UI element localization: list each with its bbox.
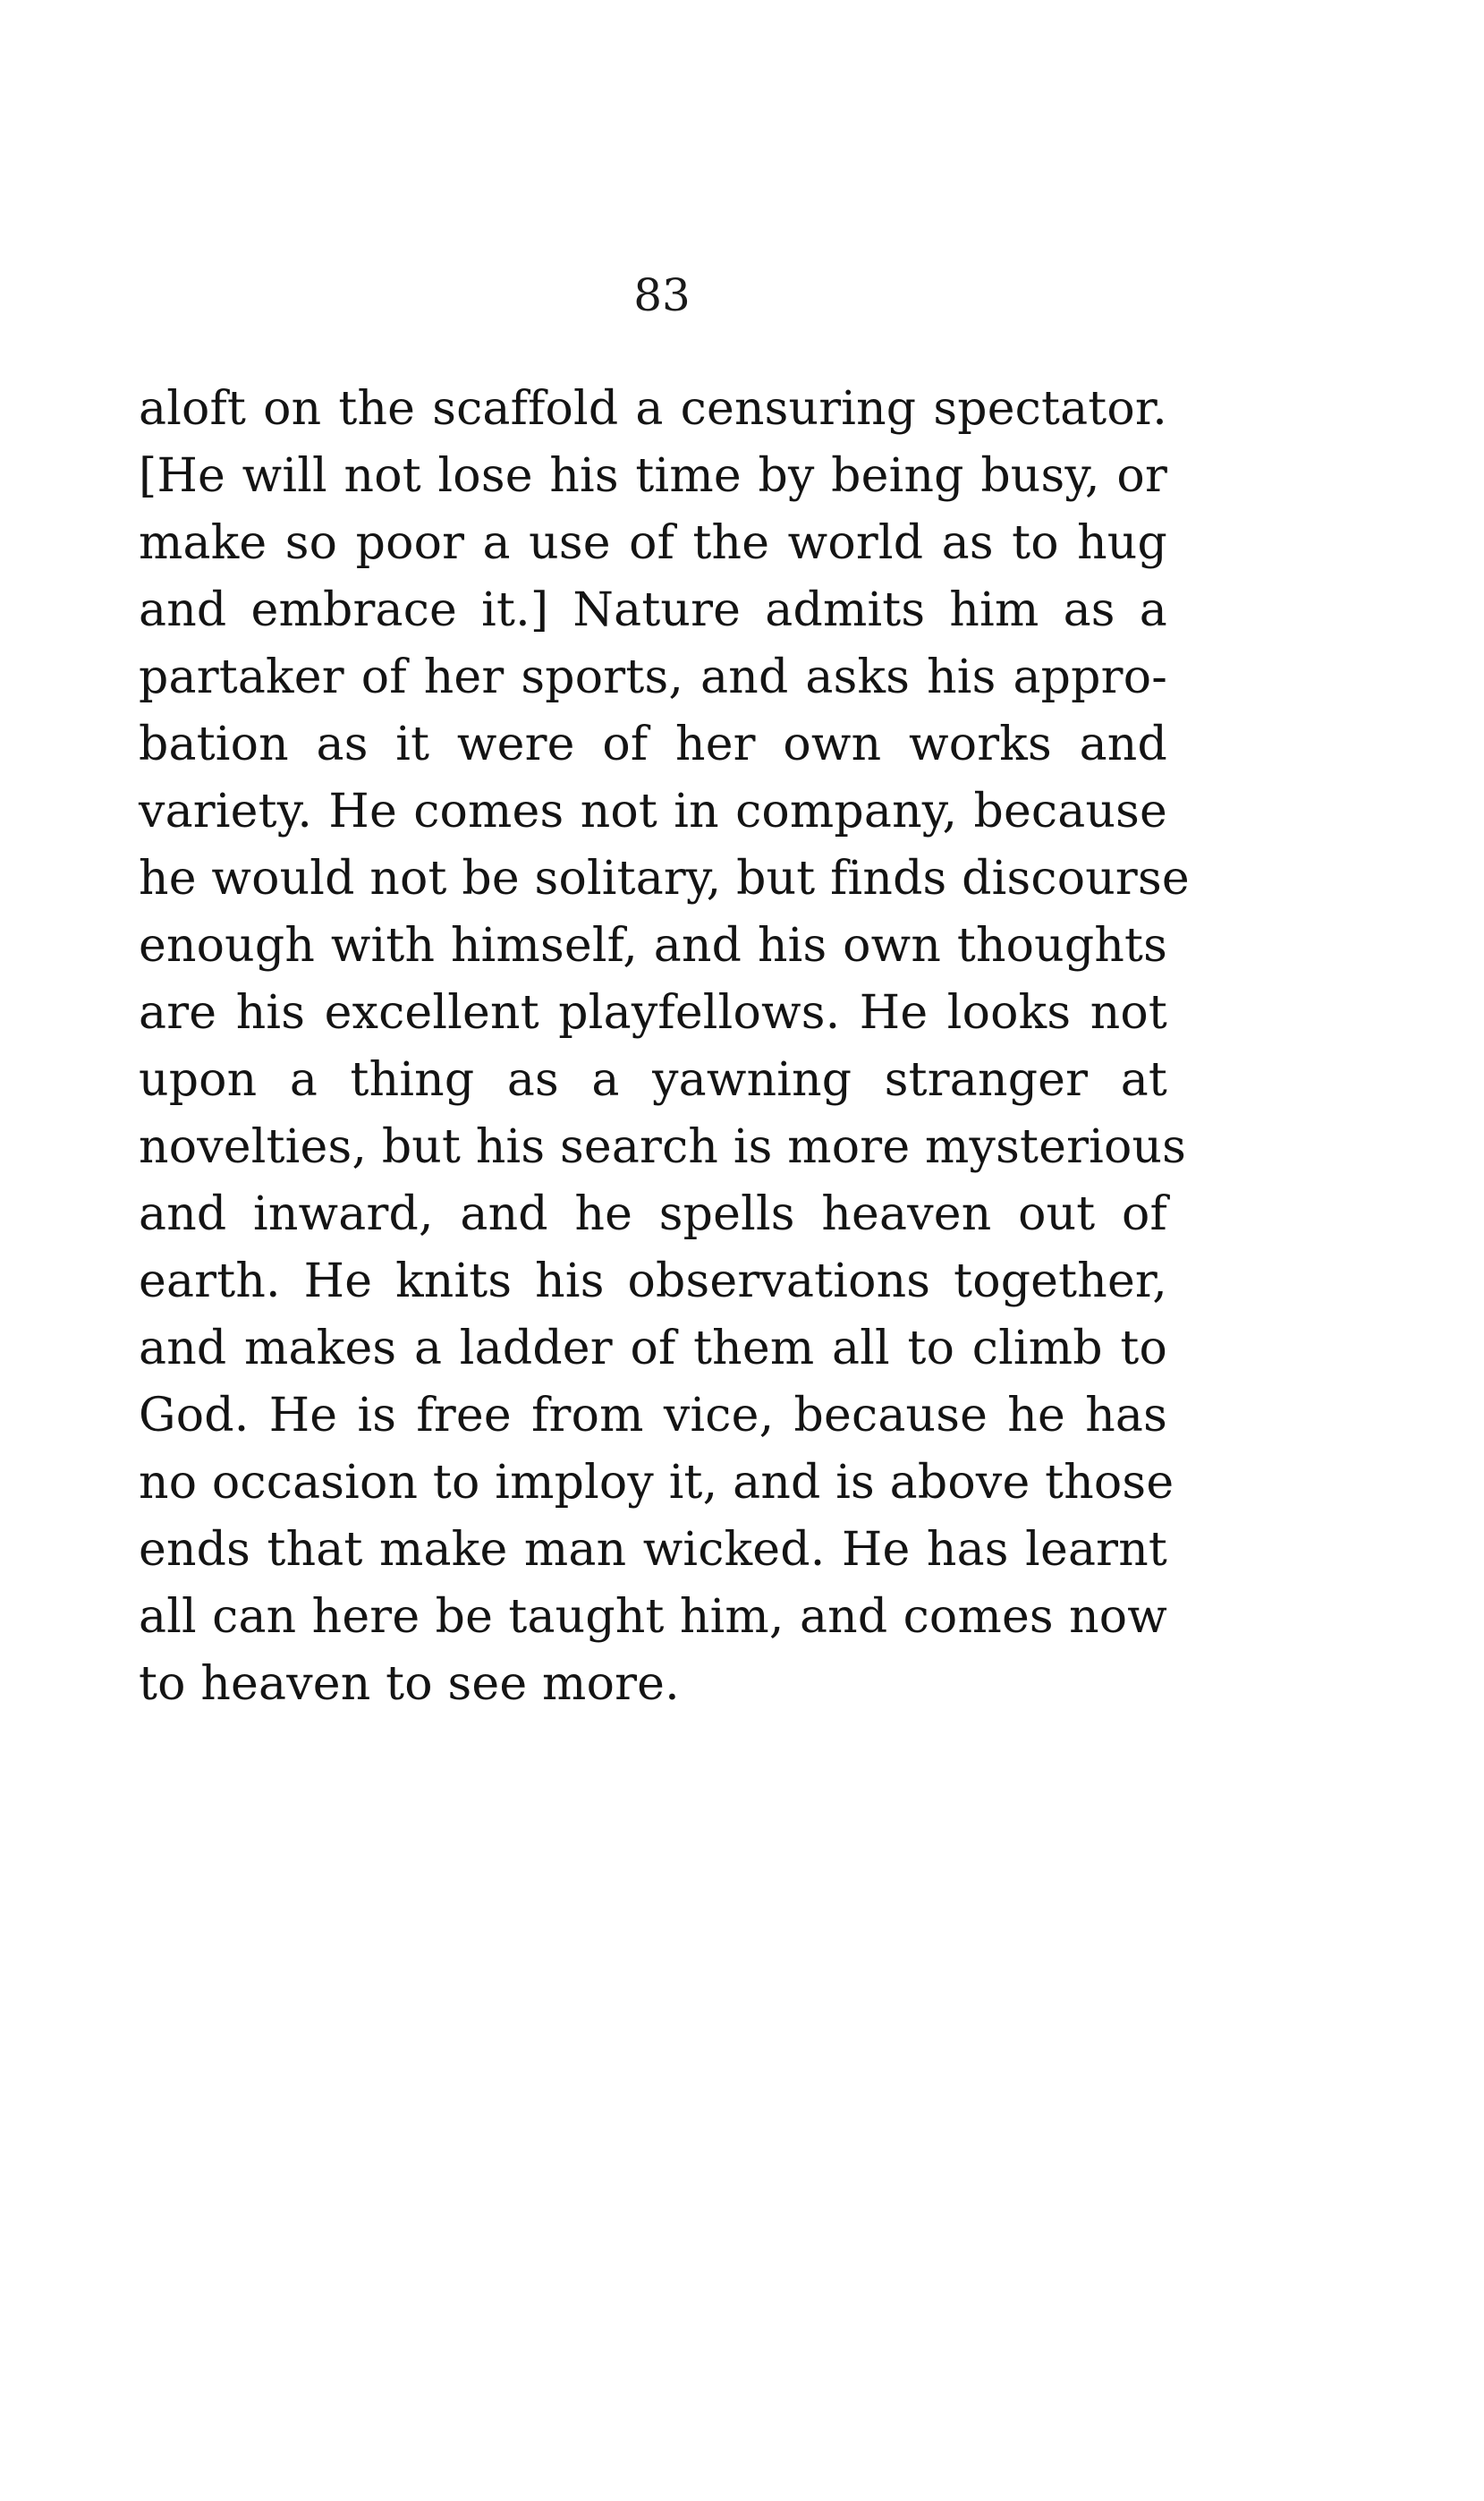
text-line: enough with himself, and his own thoughts — [139, 919, 1167, 973]
body-text — [139, 376, 1190, 1718]
text-line: are his excellent playfellows. He looks not — [139, 986, 1167, 1040]
text-line: and makes a ladder of them all to climb to — [139, 1322, 1167, 1375]
text-line: to heaven to see more. — [139, 1657, 680, 1711]
text-line: partaker of her sports, and asks his appro- — [139, 651, 1167, 704]
text-line: aloft on the scaffold a censuring spectator. — [139, 382, 1167, 436]
text-line: novelties, but his search is more mysterious — [139, 1120, 1187, 1174]
text-line: he would not be solitary, but finds discourse — [139, 852, 1190, 906]
text-line: bation as it were of her own works and — [139, 718, 1167, 771]
page-number: 83 — [633, 269, 691, 321]
text-line: make so poor a use of the world as to hug — [139, 516, 1167, 570]
text-line: no occasion to imploy it, and is above those — [139, 1456, 1174, 1510]
text-line: variety. He comes not in company, because — [139, 785, 1167, 838]
text-line: ends that make man wicked. He has learnt — [139, 1523, 1167, 1577]
text-line: earth. He knits his observations together, — [139, 1255, 1167, 1308]
text-line: all can here be taught him, and comes now — [139, 1590, 1167, 1644]
text-line: and embrace it.] Nature admits him as a — [139, 583, 1167, 637]
text-line: God. He is free from vice, because he has — [139, 1389, 1167, 1442]
text-line: upon a thing as a yawning stranger at — [139, 1053, 1167, 1107]
text-line: [He will not lose his time by being busy, or — [139, 449, 1167, 503]
text-line: and inward, and he spells heaven out of — [139, 1187, 1167, 1241]
